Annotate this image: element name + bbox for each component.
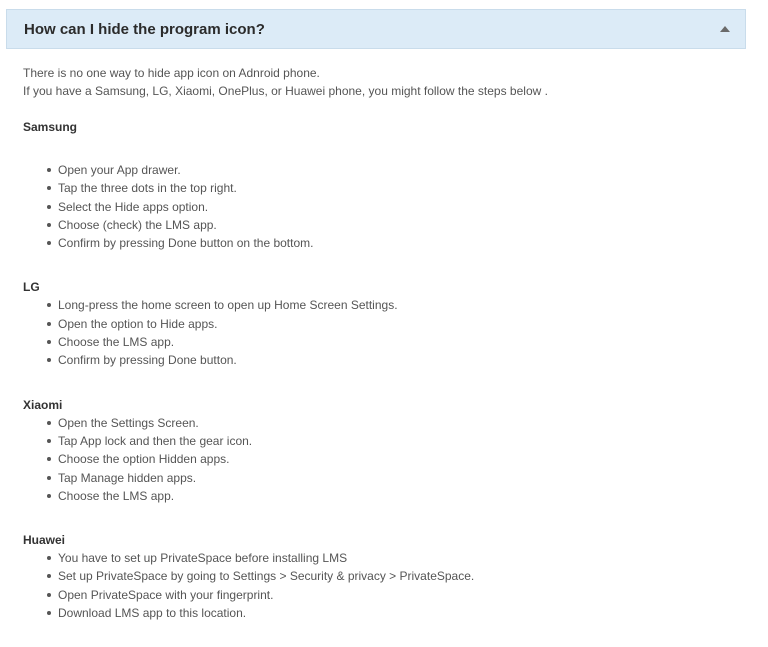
list-item: Choose the option Hidden apps. xyxy=(46,450,746,468)
brand-heading-xiaomi: Xiaomi xyxy=(23,397,63,412)
list-item: Choose the LMS app. xyxy=(46,487,746,505)
steps-list-huawei xyxy=(23,549,746,622)
brand-heading-lg: LG xyxy=(23,280,40,295)
list-item: You have to set up PrivateSpace before installing LMS xyxy=(46,549,746,567)
section-lg xyxy=(23,278,746,369)
list-item: Open the Settings Screen. xyxy=(46,414,746,432)
list-item: Long-press the home screen to open up Home Screen Settings. xyxy=(46,296,746,314)
faq-answer xyxy=(6,64,746,622)
faq-question-title: How can I hide the program icon? xyxy=(24,20,265,38)
steps-list-samsung xyxy=(23,161,746,252)
list-item: Open PrivateSpace with your fingerprint. xyxy=(46,586,746,604)
intro-line-2: If you have a Samsung, LG, Xiaomi, OnePlus, or Huawei phone, you might follow the steps below . xyxy=(23,84,548,98)
list-item: Select the Hide apps option. xyxy=(46,198,746,216)
list-item: Confirm by pressing Done button. xyxy=(46,351,746,369)
intro-line-1: There is no one way to hide app icon on Adnroid phone. xyxy=(23,66,320,80)
steps-list-lg xyxy=(23,296,746,369)
section-xiaomi xyxy=(23,396,746,505)
list-item: Open your App drawer. xyxy=(46,161,746,179)
brand-heading-samsung: Samsung xyxy=(23,120,78,134)
list-item: Choose the LMS app. xyxy=(46,333,746,351)
intro-text xyxy=(23,64,746,100)
list-item: Set up PrivateSpace by going to Settings > Security & privacy > PrivateSpace. xyxy=(46,567,746,585)
list-item: Choose (check) the LMS app. xyxy=(46,216,746,234)
brand-heading-huawei: Huawei xyxy=(23,533,66,548)
list-item: Confirm by pressing Done button on the bottom. xyxy=(46,234,746,252)
steps-list-xiaomi xyxy=(23,414,746,505)
faq-question-header[interactable] xyxy=(6,9,746,49)
list-item: Tap Manage hidden apps. xyxy=(46,469,746,487)
list-item: Tap App lock and then the gear icon. xyxy=(46,432,746,450)
list-item: Tap the three dots in the top right. xyxy=(46,179,746,197)
list-item: Open the option to Hide apps. xyxy=(46,315,746,333)
section-samsung xyxy=(23,118,746,252)
faq-item xyxy=(6,9,746,622)
caret-up-icon[interactable] xyxy=(720,26,730,32)
section-huawei xyxy=(23,531,746,622)
list-item: Download LMS app to this location. xyxy=(46,604,746,622)
